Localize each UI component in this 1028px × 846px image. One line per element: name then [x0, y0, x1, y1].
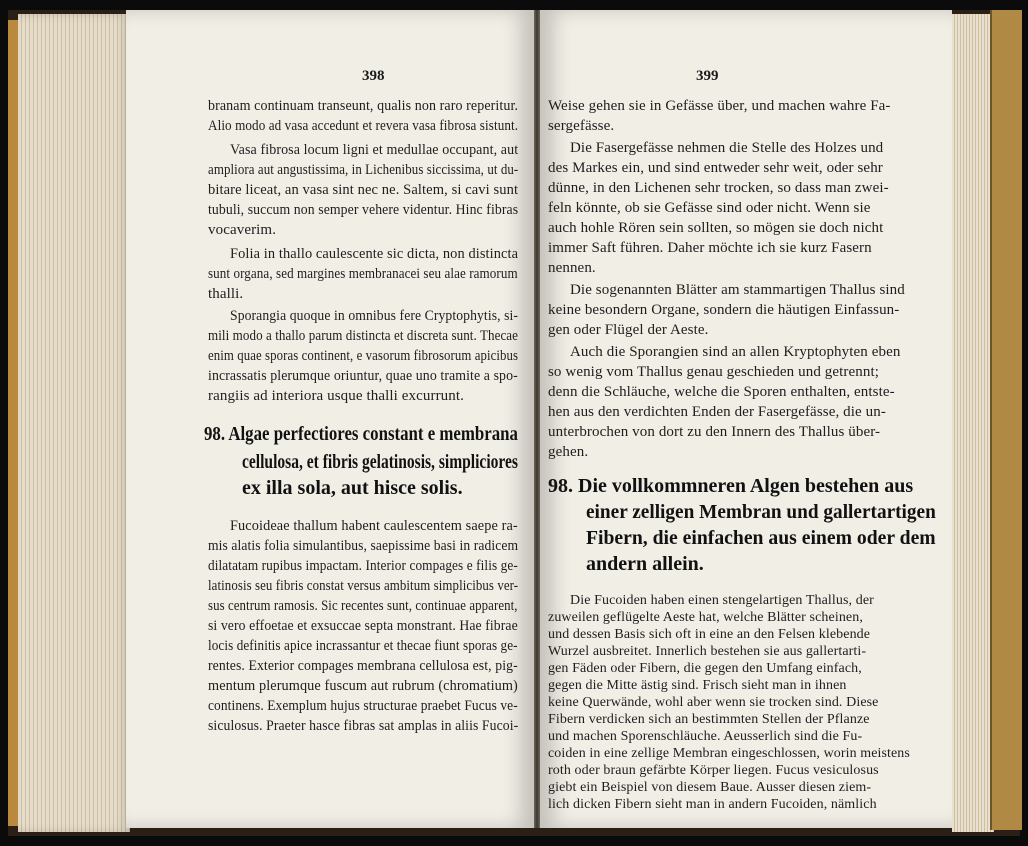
text-line: so wenig vom Thallus genau geschieden und getrennt;: [548, 364, 879, 380]
text-line: tubuli, succum non semper vehere videntur. Hinc fibras: [208, 202, 519, 218]
text-line: denn die Schläuche, welche die Sporen enthalten, entste-: [548, 384, 895, 400]
section-heading: ex illa sola, aut hisce solis.: [242, 477, 463, 499]
text-line: auch hohle Rören sein sollten, so mögen sie doch nicht: [548, 220, 884, 236]
text-line: mili modo a thallo parum distincta et discreta sunt. Thecae: [208, 328, 519, 344]
text-line: und machen Sporenschläuche. Aeusserlich sind die Fu-: [548, 729, 863, 744]
text-line: bitare liceat, an vasa sint nec ne. Saltem, si cavi sunt: [208, 182, 519, 198]
section-heading: cellulosa, et fibris gelatinosis, simpliciores: [242, 451, 518, 473]
section-heading: einer zelligen Membran und gallertartigen: [586, 501, 936, 523]
text-line: giebt ein Beispiel von diesem Baue. Ausser diesen ziem-: [548, 780, 872, 795]
text-line: zuweilen geflügelte Aeste hat, welche Blätter scheinen,: [548, 610, 863, 625]
left-page: [126, 10, 534, 828]
text-line: continens. Exemplum hujus structurae praebet Fucus ve-: [208, 698, 518, 714]
text-line: keine besondern Organe, sondern die häutigen Einfassun-: [548, 302, 900, 318]
text-line: Die Fasergefässe nehmen die Stelle des Holzes und: [570, 140, 884, 156]
page-edges-right: [952, 14, 994, 832]
text-line: branam continuam transeunt, qualis non raro reperitur.: [208, 98, 519, 114]
text-line: mentum plerumque fuscum aut rubrum (chromatium): [208, 678, 518, 694]
text-line: Sporangia quoque in omnibus fere Cryptophytis, si-: [230, 308, 519, 324]
text-line: immer Saft führen. Daher möchte ich sie kurz Fasern: [548, 240, 872, 256]
text-line: Die sogenannten Blätter am stammartigen Thallus sind: [570, 282, 905, 298]
text-line: Weise gehen sie in Gefässe über, und machen wahre Fa-: [548, 98, 891, 114]
text-line: sunt organa, sed margines membranacei seu alae ramorum: [208, 266, 518, 282]
text-line: vocaverim.: [208, 222, 277, 238]
text-line: sus centrum ramosis. Sic recentes sunt, continuae apparent,: [208, 598, 518, 614]
text-line: und dessen Basis sich oft in eine an den Felsen klebende: [548, 627, 871, 642]
text-line: Wurzel ausbreitet. Innerlich bestehen sie aus gallertarti-: [548, 644, 867, 659]
section-heading: 98. Algae perfectiores constant e membrana: [204, 423, 518, 445]
text-line: dilatatam rupibus impactam. Interior compages e filis ge-: [208, 558, 518, 574]
text-line: thalli.: [208, 286, 244, 302]
page-number: 398: [362, 68, 385, 84]
text-line: sergefässe.: [548, 118, 615, 134]
book-cover-right: [990, 10, 1022, 830]
text-line: gegen die Mitte ästig sind. Frisch sieht man in ihnen: [548, 678, 847, 693]
text-line: latinosis seu fibris constat versus ambitum simplicibus ver-: [208, 578, 519, 594]
page-number: 399: [696, 68, 719, 84]
text-line: unterbrochen von dort zu den Innern des Thallus über-: [548, 424, 881, 440]
text-line: rentes. Exterior compages membrana cellulosa est, pig-: [208, 658, 518, 674]
text-line: enim quae sporas continent, e vasorum fibrosorum apicibus: [208, 348, 519, 364]
right-page: [540, 10, 952, 828]
text-line: roth oder braun gefärbte Körper liegen. Fucus vesiculosus: [548, 763, 879, 778]
text-line: Alio modo ad vasa accedunt et revera vasa fibrosa sistunt.: [208, 118, 519, 134]
text-line: mis alatis folia simulantibus, saepissime basi in radicem: [208, 538, 519, 554]
text-line: ampliora aut angustissima, in Lichenibus siccissima, ut du-: [208, 162, 519, 178]
text-line: gen oder Flügel der Aeste.: [548, 322, 709, 338]
text-line: rangiis ad interiora usque thalli excurrunt.: [208, 388, 464, 404]
text-line: Vasa fibrosa locum ligni et medullae occupant, aut: [230, 142, 519, 158]
text-line: feln könnte, ob sie Gefässe sind oder nicht. Wenn sie: [548, 200, 871, 216]
text-line: nennen.: [548, 260, 596, 276]
text-line: hen aus den verdichten Enden der Fasergefässe, die un-: [548, 404, 886, 420]
text-line: locis definitis apice incrassantur et thecae fiunt sporas ge-: [208, 638, 518, 654]
text-line: Fibern verdicken sich an bestimmten Stellen der Pflanze: [548, 712, 870, 727]
text-line: Die Fucoiden haben einen stengelartigen Thallus, der: [570, 593, 874, 608]
section-heading: andern allein.: [586, 553, 704, 575]
text-line: Folia in thallo caulescente sic dicta, non distincta: [230, 246, 519, 262]
text-line: dünne, in den Lichenen sehr trocken, so dass man zwei-: [548, 180, 889, 196]
text-line: gen Fäden oder Fibern, die gegen den Umfang einfach,: [548, 661, 862, 676]
text-line: incrassatis plerumque oriuntur, quae uno tramite a spo-: [208, 368, 518, 384]
section-heading: 98. Die vollkommneren Algen bestehen aus: [548, 475, 914, 497]
text-line: Auch die Sporangien sind an allen Kryptophyten eben: [570, 344, 901, 360]
text-line: si vero effoetae et exsuccae septa monstrant. Hae fibrae: [208, 618, 518, 634]
section-heading: Fibern, die einfachen aus einem oder dem: [586, 527, 936, 549]
text-line: gehen.: [548, 444, 589, 460]
text-line: Fucoideae thallum habent caulescentem saepe ra-: [230, 518, 518, 534]
text-line: coiden in eine zellige Membran eingeschlossen, worin meistens: [548, 746, 910, 761]
text-line: lich dicken Fibern sieht man in andern Fucoiden, nämlich: [548, 797, 877, 812]
page-edges-left: [18, 14, 130, 832]
text-line: des Markes ein, und sind entweder sehr weit, oder sehr: [548, 160, 883, 176]
text-line: siculosus. Praeter hasce fibras sat amplas in aliis Fucoi-: [208, 718, 519, 734]
text-line: keine Querwände, wohl aber wenn sie trocken sind. Diese: [548, 695, 879, 710]
